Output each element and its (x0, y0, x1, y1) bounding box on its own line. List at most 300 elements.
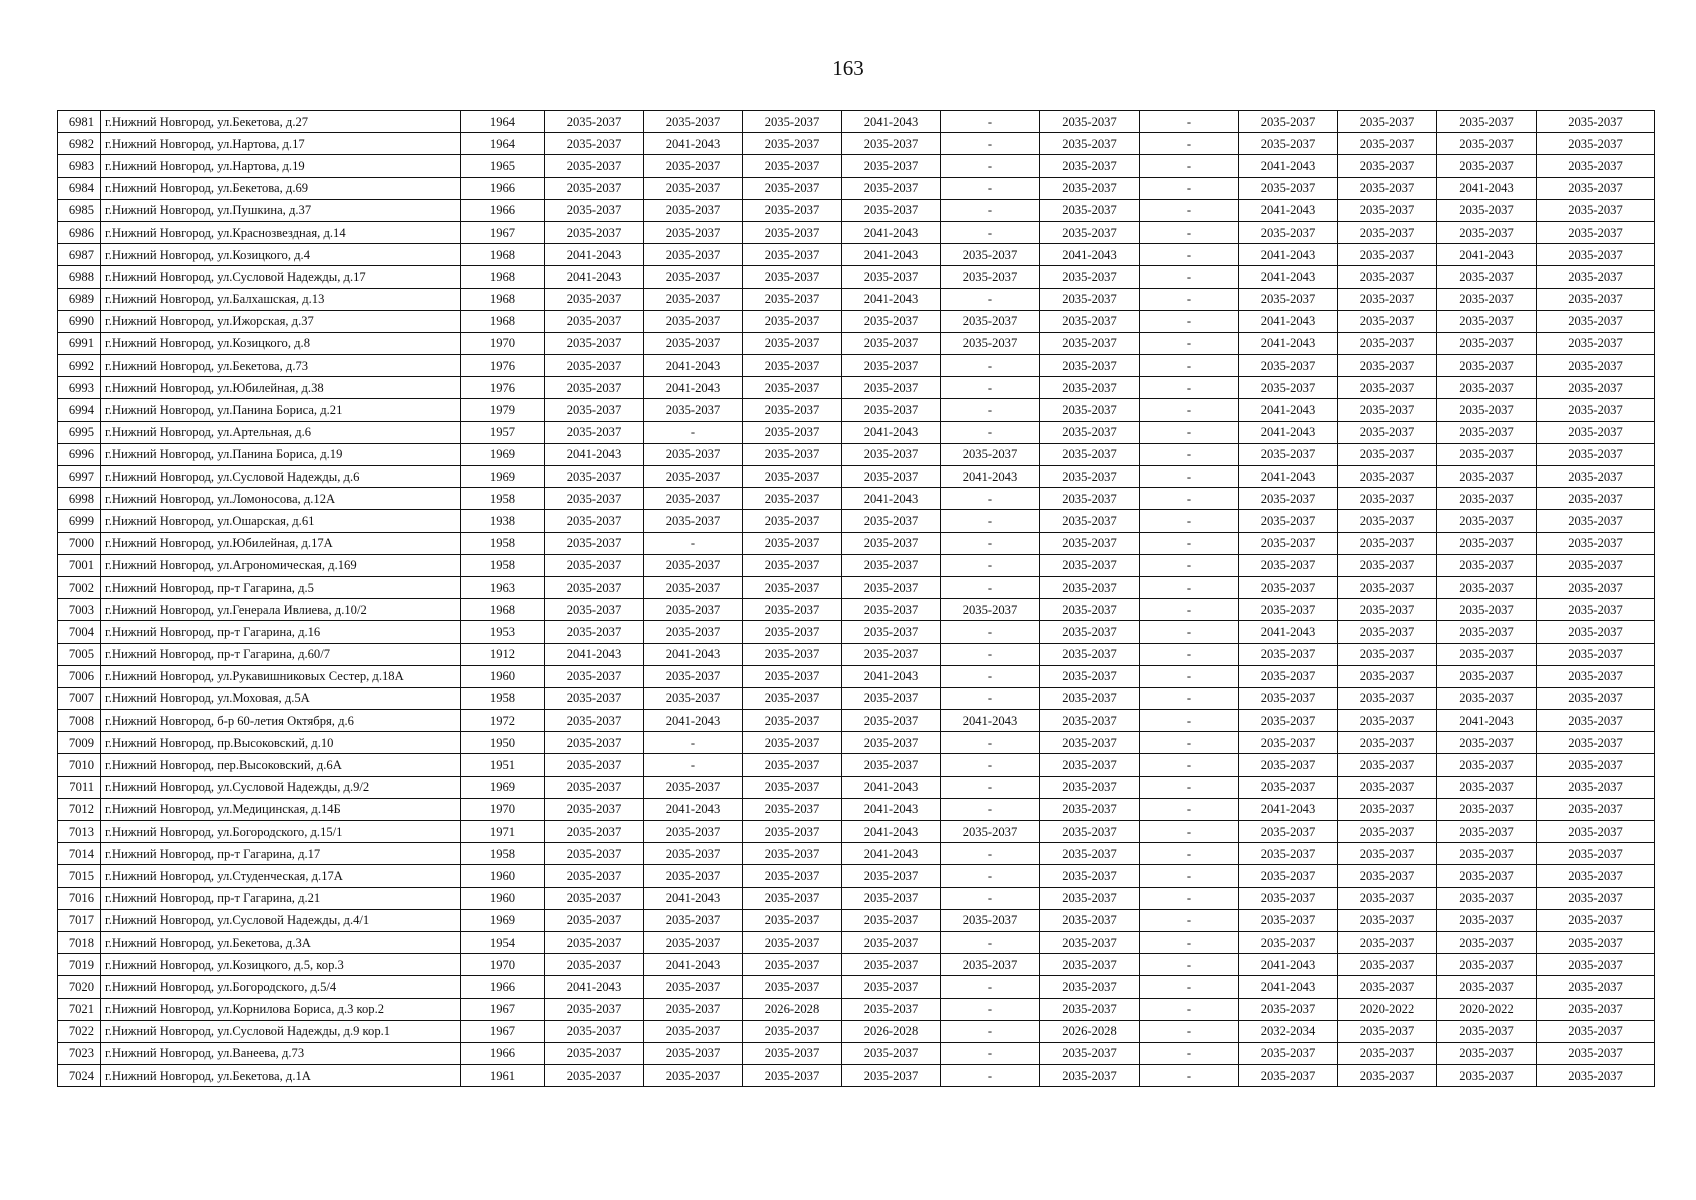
period-cell-3: 2035-2037 (743, 466, 842, 488)
period-cell-9: 2035-2037 (1338, 310, 1437, 332)
period-cell-2: 2035-2037 (644, 776, 743, 798)
period-cell-6: 2035-2037 (1040, 421, 1140, 443)
table-row (58, 532, 1655, 554)
period-cell-3: 2035-2037 (743, 532, 842, 554)
period-cell-5: - (941, 177, 1040, 199)
period-cell-11: 2035-2037 (1537, 643, 1655, 665)
row-number-cell: 6988 (58, 266, 101, 288)
period-cell-11: 2035-2037 (1537, 244, 1655, 266)
period-cell-11: 2035-2037 (1537, 621, 1655, 643)
period-cell-10: 2035-2037 (1437, 931, 1537, 953)
period-cell-10: 2035-2037 (1437, 976, 1537, 998)
period-cell-3: 2035-2037 (743, 332, 842, 354)
period-cell-2: - (644, 421, 743, 443)
period-cell-11: 2035-2037 (1537, 776, 1655, 798)
period-cell-10: 2035-2037 (1437, 466, 1537, 488)
table-row (58, 221, 1655, 243)
period-cell-11: 2035-2037 (1537, 332, 1655, 354)
period-cell-1: 2035-2037 (545, 754, 644, 776)
period-cell-9: 2020-2022 (1338, 998, 1437, 1020)
period-cell-11: 2035-2037 (1537, 976, 1655, 998)
period-cell-8: 2035-2037 (1239, 443, 1338, 465)
period-cell-3: 2035-2037 (743, 931, 842, 953)
period-cell-10: 2035-2037 (1437, 1042, 1537, 1064)
year-cell: 1957 (461, 421, 545, 443)
period-cell-6: 2035-2037 (1040, 177, 1140, 199)
period-cell-5: 2035-2037 (941, 954, 1040, 976)
address-cell: г.Нижний Новгород, ул.Бекетова, д.27 (101, 111, 461, 133)
period-cell-6: 2035-2037 (1040, 399, 1140, 421)
period-cell-6: 2035-2037 (1040, 843, 1140, 865)
table-row (58, 288, 1655, 310)
period-cell-11: 2035-2037 (1537, 1020, 1655, 1042)
period-cell-8: 2041-2043 (1239, 954, 1338, 976)
period-cell-7: - (1140, 466, 1239, 488)
period-cell-1: 2035-2037 (545, 177, 644, 199)
period-cell-4: 2035-2037 (842, 887, 941, 909)
period-cell-11: 2035-2037 (1537, 843, 1655, 865)
period-cell-5: 2035-2037 (941, 332, 1040, 354)
row-number-cell: 6993 (58, 377, 101, 399)
period-cell-8: 2035-2037 (1239, 355, 1338, 377)
period-cell-9: 2035-2037 (1338, 443, 1437, 465)
period-cell-11: 2035-2037 (1537, 732, 1655, 754)
period-cell-7: - (1140, 111, 1239, 133)
period-cell-5: - (941, 111, 1040, 133)
period-cell-3: 2035-2037 (743, 177, 842, 199)
period-cell-6: 2035-2037 (1040, 687, 1140, 709)
row-number-cell: 7002 (58, 576, 101, 598)
period-cell-3: 2035-2037 (743, 954, 842, 976)
period-cell-11: 2035-2037 (1537, 865, 1655, 887)
period-cell-1: 2035-2037 (545, 599, 644, 621)
period-cell-1: 2035-2037 (545, 421, 644, 443)
period-cell-3: 2035-2037 (743, 554, 842, 576)
address-cell: г.Нижний Новгород, ул.Козицкого, д.5, кор.3 (101, 954, 461, 976)
address-cell: г.Нижний Новгород, ул.Нартова, д.19 (101, 155, 461, 177)
period-cell-7: - (1140, 1065, 1239, 1087)
period-cell-11: 2035-2037 (1537, 488, 1655, 510)
period-cell-7: - (1140, 599, 1239, 621)
period-cell-4: 2035-2037 (842, 754, 941, 776)
period-cell-1: 2035-2037 (545, 998, 644, 1020)
period-cell-8: 2035-2037 (1239, 931, 1338, 953)
period-cell-8: 2035-2037 (1239, 754, 1338, 776)
period-cell-10: 2020-2022 (1437, 998, 1537, 1020)
table-row (58, 776, 1655, 798)
period-cell-2: 2035-2037 (644, 1020, 743, 1042)
address-cell: г.Нижний Новгород, пр-т Гагарина, д.21 (101, 887, 461, 909)
year-cell: 1960 (461, 865, 545, 887)
period-cell-7: - (1140, 310, 1239, 332)
period-cell-5: - (941, 488, 1040, 510)
address-cell: г.Нижний Новгород, ул.Богородского, д.5/4 (101, 976, 461, 998)
period-cell-3: 2035-2037 (743, 909, 842, 931)
year-cell: 1963 (461, 576, 545, 598)
year-cell: 1964 (461, 111, 545, 133)
table-row (58, 687, 1655, 709)
year-cell: 1958 (461, 687, 545, 709)
period-cell-5: - (941, 687, 1040, 709)
period-cell-10: 2035-2037 (1437, 865, 1537, 887)
row-number-cell: 7003 (58, 599, 101, 621)
table-row (58, 576, 1655, 598)
year-cell: 1970 (461, 954, 545, 976)
period-cell-5: - (941, 377, 1040, 399)
period-cell-11: 2035-2037 (1537, 931, 1655, 953)
address-cell: г.Нижний Новгород, пр-т Гагарина, д.5 (101, 576, 461, 598)
period-cell-1: 2035-2037 (545, 687, 644, 709)
period-cell-2: 2035-2037 (644, 244, 743, 266)
period-cell-6: 2035-2037 (1040, 998, 1140, 1020)
period-cell-5: - (941, 843, 1040, 865)
period-cell-11: 2035-2037 (1537, 754, 1655, 776)
period-cell-5: 2035-2037 (941, 909, 1040, 931)
period-cell-11: 2035-2037 (1537, 687, 1655, 709)
period-cell-10: 2035-2037 (1437, 399, 1537, 421)
period-cell-5: - (941, 732, 1040, 754)
address-cell: г.Нижний Новгород, пер.Высоковский, д.6А (101, 754, 461, 776)
period-cell-3: 2035-2037 (743, 665, 842, 687)
row-number-cell: 6994 (58, 399, 101, 421)
table-row (58, 665, 1655, 687)
period-cell-2: 2035-2037 (644, 687, 743, 709)
period-cell-10: 2035-2037 (1437, 421, 1537, 443)
row-number-cell: 6999 (58, 510, 101, 532)
period-cell-3: 2035-2037 (743, 798, 842, 820)
address-cell: г.Нижний Новгород, ул.Козицкого, д.4 (101, 244, 461, 266)
period-cell-8: 2035-2037 (1239, 710, 1338, 732)
period-cell-4: 2041-2043 (842, 288, 941, 310)
period-cell-7: - (1140, 266, 1239, 288)
period-cell-9: 2035-2037 (1338, 1020, 1437, 1042)
period-cell-10: 2035-2037 (1437, 133, 1537, 155)
period-cell-3: 2035-2037 (743, 1042, 842, 1064)
year-cell: 1967 (461, 221, 545, 243)
table-row (58, 466, 1655, 488)
address-cell: г.Нижний Новгород, ул.Бекетова, д.3А (101, 931, 461, 953)
period-cell-2: - (644, 732, 743, 754)
period-cell-7: - (1140, 687, 1239, 709)
period-cell-8: 2035-2037 (1239, 221, 1338, 243)
period-cell-5: - (941, 998, 1040, 1020)
period-cell-7: - (1140, 288, 1239, 310)
period-cell-8: 2035-2037 (1239, 732, 1338, 754)
period-cell-4: 2041-2043 (842, 221, 941, 243)
period-cell-4: 2035-2037 (842, 1042, 941, 1064)
period-cell-2: 2035-2037 (644, 976, 743, 998)
period-cell-11: 2035-2037 (1537, 710, 1655, 732)
period-cell-8: 2035-2037 (1239, 111, 1338, 133)
period-cell-3: 2035-2037 (743, 643, 842, 665)
period-cell-2: 2035-2037 (644, 466, 743, 488)
period-cell-5: 2035-2037 (941, 443, 1040, 465)
period-cell-8: 2041-2043 (1239, 798, 1338, 820)
period-cell-8: 2035-2037 (1239, 599, 1338, 621)
period-cell-8: 2035-2037 (1239, 821, 1338, 843)
period-cell-3: 2035-2037 (743, 399, 842, 421)
period-cell-2: 2035-2037 (644, 909, 743, 931)
period-cell-9: 2035-2037 (1338, 821, 1437, 843)
period-cell-4: 2035-2037 (842, 954, 941, 976)
period-cell-7: - (1140, 1042, 1239, 1064)
period-cell-4: 2041-2043 (842, 665, 941, 687)
period-cell-6: 2035-2037 (1040, 510, 1140, 532)
year-cell: 1968 (461, 310, 545, 332)
period-cell-8: 2035-2037 (1239, 665, 1338, 687)
address-cell: г.Нижний Новгород, ул.Нартова, д.17 (101, 133, 461, 155)
period-cell-7: - (1140, 488, 1239, 510)
period-cell-1: 2035-2037 (545, 576, 644, 598)
period-cell-4: 2035-2037 (842, 1065, 941, 1087)
period-cell-10: 2035-2037 (1437, 909, 1537, 931)
row-number-cell: 7010 (58, 754, 101, 776)
year-cell: 1951 (461, 754, 545, 776)
period-cell-6: 2035-2037 (1040, 621, 1140, 643)
row-number-cell: 7017 (58, 909, 101, 931)
period-cell-10: 2035-2037 (1437, 554, 1537, 576)
period-cell-3: 2035-2037 (743, 155, 842, 177)
period-cell-1: 2035-2037 (545, 843, 644, 865)
period-cell-9: 2035-2037 (1338, 710, 1437, 732)
period-cell-1: 2041-2043 (545, 976, 644, 998)
period-cell-7: - (1140, 421, 1239, 443)
period-cell-10: 2035-2037 (1437, 843, 1537, 865)
year-cell: 1969 (461, 466, 545, 488)
period-cell-10: 2035-2037 (1437, 576, 1537, 598)
period-cell-8: 2035-2037 (1239, 532, 1338, 554)
period-cell-7: - (1140, 155, 1239, 177)
period-cell-11: 2035-2037 (1537, 1042, 1655, 1064)
period-cell-9: 2035-2037 (1338, 687, 1437, 709)
period-cell-10: 2035-2037 (1437, 621, 1537, 643)
period-cell-2: 2035-2037 (644, 510, 743, 532)
period-cell-1: 2035-2037 (545, 732, 644, 754)
period-cell-4: 2035-2037 (842, 199, 941, 221)
period-cell-8: 2041-2043 (1239, 310, 1338, 332)
period-cell-11: 2035-2037 (1537, 377, 1655, 399)
address-cell: г.Нижний Новгород, ул.Медицинская, д.14Б (101, 798, 461, 820)
row-number-cell: 6986 (58, 221, 101, 243)
period-cell-6: 2041-2043 (1040, 244, 1140, 266)
table-row (58, 621, 1655, 643)
period-cell-3: 2026-2028 (743, 998, 842, 1020)
period-cell-2: 2035-2037 (644, 843, 743, 865)
period-cell-9: 2035-2037 (1338, 221, 1437, 243)
period-cell-8: 2035-2037 (1239, 377, 1338, 399)
table-row (58, 754, 1655, 776)
period-cell-3: 2035-2037 (743, 1065, 842, 1087)
period-cell-2: 2035-2037 (644, 399, 743, 421)
period-cell-6: 2035-2037 (1040, 798, 1140, 820)
row-number-cell: 7007 (58, 687, 101, 709)
period-cell-9: 2035-2037 (1338, 843, 1437, 865)
table-row (58, 355, 1655, 377)
period-cell-3: 2035-2037 (743, 266, 842, 288)
period-cell-5: - (941, 199, 1040, 221)
period-cell-1: 2035-2037 (545, 1042, 644, 1064)
period-cell-6: 2035-2037 (1040, 865, 1140, 887)
period-cell-7: - (1140, 576, 1239, 598)
year-cell: 1970 (461, 332, 545, 354)
period-cell-9: 2035-2037 (1338, 798, 1437, 820)
period-cell-5: - (941, 776, 1040, 798)
period-cell-7: - (1140, 221, 1239, 243)
period-cell-11: 2035-2037 (1537, 111, 1655, 133)
period-cell-3: 2035-2037 (743, 443, 842, 465)
table-row (58, 377, 1655, 399)
year-cell: 1958 (461, 843, 545, 865)
period-cell-4: 2035-2037 (842, 266, 941, 288)
row-number-cell: 7013 (58, 821, 101, 843)
period-cell-9: 2035-2037 (1338, 177, 1437, 199)
period-cell-8: 2035-2037 (1239, 1065, 1338, 1087)
period-cell-3: 2035-2037 (743, 288, 842, 310)
period-cell-10: 2035-2037 (1437, 310, 1537, 332)
period-cell-5: - (941, 221, 1040, 243)
period-cell-3: 2035-2037 (743, 510, 842, 532)
row-number-cell: 6987 (58, 244, 101, 266)
address-cell: г.Нижний Новгород, ул.Моховая, д.5А (101, 687, 461, 709)
period-cell-1: 2035-2037 (545, 199, 644, 221)
address-cell: г.Нижний Новгород, б-р 60-летия Октября, д.6 (101, 710, 461, 732)
period-cell-11: 2035-2037 (1537, 510, 1655, 532)
period-cell-2: 2035-2037 (644, 998, 743, 1020)
period-cell-6: 2035-2037 (1040, 1042, 1140, 1064)
period-cell-10: 2035-2037 (1437, 798, 1537, 820)
period-cell-8: 2035-2037 (1239, 687, 1338, 709)
period-cell-11: 2035-2037 (1537, 532, 1655, 554)
table-row (58, 111, 1655, 133)
address-cell: г.Нижний Новгород, ул.Богородского, д.15/1 (101, 821, 461, 843)
period-cell-2: 2035-2037 (644, 199, 743, 221)
table-row (58, 488, 1655, 510)
period-cell-8: 2035-2037 (1239, 887, 1338, 909)
period-cell-8: 2041-2043 (1239, 199, 1338, 221)
period-cell-3: 2035-2037 (743, 732, 842, 754)
period-cell-10: 2035-2037 (1437, 954, 1537, 976)
period-cell-8: 2035-2037 (1239, 133, 1338, 155)
page-number: 163 (832, 56, 864, 80)
year-cell: 1972 (461, 710, 545, 732)
row-number-cell: 7012 (58, 798, 101, 820)
period-cell-7: - (1140, 976, 1239, 998)
period-cell-6: 2026-2028 (1040, 1020, 1140, 1042)
period-cell-7: - (1140, 510, 1239, 532)
period-cell-4: 2035-2037 (842, 865, 941, 887)
period-cell-5: 2035-2037 (941, 266, 1040, 288)
period-cell-5: - (941, 399, 1040, 421)
period-cell-11: 2035-2037 (1537, 421, 1655, 443)
period-cell-8: 2035-2037 (1239, 909, 1338, 931)
period-cell-8: 2041-2043 (1239, 155, 1338, 177)
period-cell-7: - (1140, 865, 1239, 887)
period-cell-6: 2035-2037 (1040, 155, 1140, 177)
period-cell-6: 2035-2037 (1040, 332, 1140, 354)
period-cell-11: 2035-2037 (1537, 1065, 1655, 1087)
row-number-cell: 6990 (58, 310, 101, 332)
period-cell-2: 2035-2037 (644, 665, 743, 687)
period-cell-6: 2035-2037 (1040, 355, 1140, 377)
period-cell-1: 2035-2037 (545, 355, 644, 377)
address-cell: г.Нижний Новгород, ул.Ошарская, д.61 (101, 510, 461, 532)
row-number-cell: 6985 (58, 199, 101, 221)
period-cell-7: - (1140, 133, 1239, 155)
period-cell-2: 2035-2037 (644, 177, 743, 199)
row-number-cell: 7011 (58, 776, 101, 798)
period-cell-1: 2035-2037 (545, 776, 644, 798)
period-cell-4: 2041-2043 (842, 488, 941, 510)
year-cell: 1953 (461, 621, 545, 643)
period-cell-9: 2035-2037 (1338, 776, 1437, 798)
year-cell: 1938 (461, 510, 545, 532)
period-cell-7: - (1140, 199, 1239, 221)
period-cell-4: 2035-2037 (842, 355, 941, 377)
period-cell-5: - (941, 643, 1040, 665)
period-cell-1: 2035-2037 (545, 488, 644, 510)
period-cell-5: 2041-2043 (941, 466, 1040, 488)
address-cell: г.Нижний Новгород, ул.Ломоносова, д.12А (101, 488, 461, 510)
period-cell-8: 2041-2043 (1239, 621, 1338, 643)
period-cell-11: 2035-2037 (1537, 288, 1655, 310)
period-cell-6: 2035-2037 (1040, 754, 1140, 776)
period-cell-8: 2035-2037 (1239, 1042, 1338, 1064)
table-row (58, 821, 1655, 843)
period-cell-7: - (1140, 532, 1239, 554)
period-cell-6: 2035-2037 (1040, 821, 1140, 843)
row-number-cell: 6984 (58, 177, 101, 199)
period-cell-7: - (1140, 821, 1239, 843)
address-cell: г.Нижний Новгород, ул.Корнилова Бориса, д.3 кор.2 (101, 998, 461, 1020)
row-number-cell: 6996 (58, 443, 101, 465)
address-cell: г.Нижний Новгород, пр.Высоковский, д.10 (101, 732, 461, 754)
table-row (58, 443, 1655, 465)
period-cell-7: - (1140, 355, 1239, 377)
period-cell-10: 2035-2037 (1437, 1065, 1537, 1087)
period-cell-9: 2035-2037 (1338, 332, 1437, 354)
row-number-cell: 6992 (58, 355, 101, 377)
period-cell-3: 2035-2037 (743, 310, 842, 332)
year-cell: 1969 (461, 909, 545, 931)
period-cell-4: 2035-2037 (842, 332, 941, 354)
table-row (58, 976, 1655, 998)
row-number-cell: 6983 (58, 155, 101, 177)
year-cell: 1968 (461, 599, 545, 621)
period-cell-4: 2041-2043 (842, 244, 941, 266)
row-number-cell: 7023 (58, 1042, 101, 1064)
table-row (58, 266, 1655, 288)
row-number-cell: 7008 (58, 710, 101, 732)
period-cell-11: 2035-2037 (1537, 355, 1655, 377)
period-cell-1: 2035-2037 (545, 865, 644, 887)
period-cell-7: - (1140, 332, 1239, 354)
period-cell-9: 2035-2037 (1338, 954, 1437, 976)
year-cell: 1961 (461, 1065, 545, 1087)
period-cell-7: - (1140, 177, 1239, 199)
table-row (58, 1042, 1655, 1064)
period-cell-1: 2035-2037 (545, 155, 644, 177)
period-cell-3: 2035-2037 (743, 843, 842, 865)
period-cell-7: - (1140, 377, 1239, 399)
row-number-cell: 7020 (58, 976, 101, 998)
period-cell-9: 2035-2037 (1338, 732, 1437, 754)
address-cell: г.Нижний Новгород, пр-т Гагарина, д.16 (101, 621, 461, 643)
period-cell-4: 2035-2037 (842, 976, 941, 998)
period-cell-9: 2035-2037 (1338, 554, 1437, 576)
period-cell-2: 2035-2037 (644, 1065, 743, 1087)
address-cell: г.Нижний Новгород, ул.Студенческая, д.17А (101, 865, 461, 887)
table-row (58, 798, 1655, 820)
